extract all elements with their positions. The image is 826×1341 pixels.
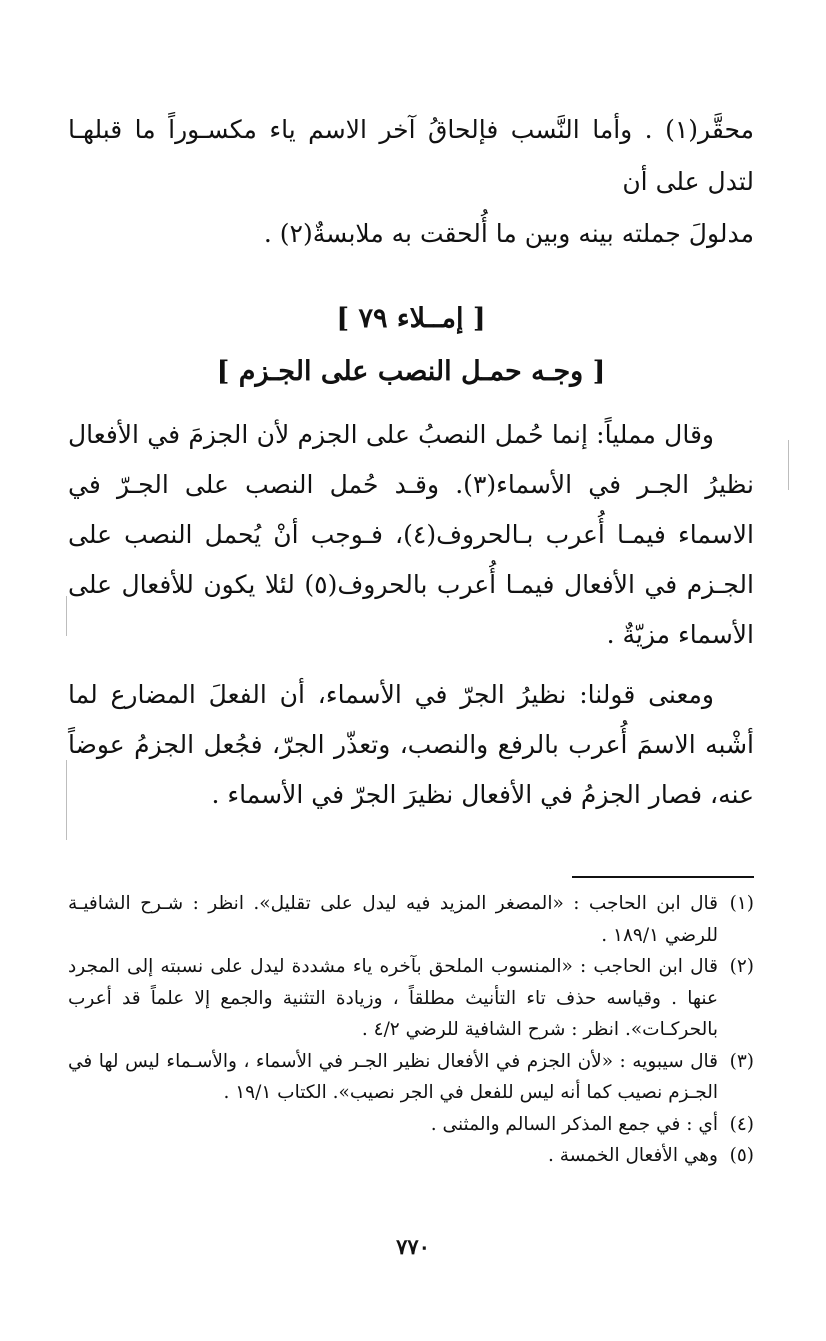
footnote-4 — [68, 1109, 754, 1141]
footnote-number: (٤) — [729, 1113, 754, 1135]
margin-scan-mark — [66, 596, 67, 636]
footnote-text: وهي الأفعال الخمسة . — [547, 1145, 718, 1166]
footnote-1 — [68, 888, 754, 951]
intro-paragraph — [68, 104, 754, 260]
footnote-5 — [68, 1140, 754, 1172]
footnote-number: (٣) — [729, 1050, 754, 1072]
footnote-3 — [68, 1046, 754, 1109]
footnote-divider — [572, 876, 754, 878]
intro-line-1: محقَّر(١) . وأما النَّسب فإلحاقُ آخر الاسم ياء مكسـوراً ما قبلهـا لتدل على أن — [68, 115, 754, 196]
footnote-2 — [68, 951, 754, 1046]
main-text — [68, 410, 754, 830]
footnote-number: (٥) — [729, 1145, 754, 1166]
footnote-text: قال سيبويه : «لأن الجزم في الأفعال نظير الجـر في الأسماء ، والأسـماء ليس لها في الجـزم نصيب كما أنه ليس للفعل في الجر نصيب». الكتاب ١٩/١ . — [68, 1050, 718, 1103]
body-paragraph-1: وقال مملياً: إنما حُمل النصبُ على الجزم لأن الجزمَ في الأفعال نظيرُ الجـر في الأسماء(٣). وقـد حُمل النصب على الجـرّ في الاسماء فيمـا أُعرب بـالحروف(٤)، فـوجب أنْ يُحمل النصب على الجـزم في الأفعال فيمـا أُعرب بالحروف(٥) لئلا يكون للأفعال على الأسماء مزيّةٌ . — [68, 420, 755, 649]
intro-line-2: مدلولَ جملته بينه وبين ما أُلحقت به ملابسةٌ(٢) . — [263, 219, 754, 248]
footnote-text: قال ابن الحاجب : «المصغر المزيد فيه ليدل على تقليل». انظر : شـرح الشافيـة للرضي ١٨٩/١ . — [68, 893, 718, 946]
footnotes — [68, 888, 754, 1172]
dictation-heading: [ إمــلاء ٧٩ ] — [336, 303, 486, 334]
section-title: [ وجـه حمـل النصب على الجـزم ] — [216, 356, 606, 387]
footnote-text: أي : في جمع المذكر السالم والمثنى . — [430, 1113, 718, 1135]
footnote-number: (٢) — [729, 956, 754, 977]
footnote-number: (١) — [729, 893, 754, 914]
body-paragraph-2: ومعنى قولنا: نظيرُ الجرّ في الأسماء، أن الفعلَ المضارع لما أشْبه الاسمَ أُعرب بالرفع والنصب، وتعذّر الجرّ، فجُعل الجزمُ عوضاً عنه، فصار الجزمُ في الأفعال نظيرَ الجرّ في الأسماء . — [68, 680, 754, 809]
margin-scan-mark — [788, 440, 789, 490]
margin-scan-mark — [66, 760, 67, 840]
page-number: ٧٧٠ — [396, 1234, 430, 1259]
footnote-text: قال ابن الحاجب : «المنسوب الملحق بآخره ياء مشددة ليدل على نسبته إلى المجرد عنها . وقياسه حذف تاء التأنيث مطلقاً ، وزيادة التثنية والجمع إلا علماً قد أعرب بالحركـات». انظر : شرح الشافية للرضي ٤/٢ . — [68, 956, 718, 1040]
